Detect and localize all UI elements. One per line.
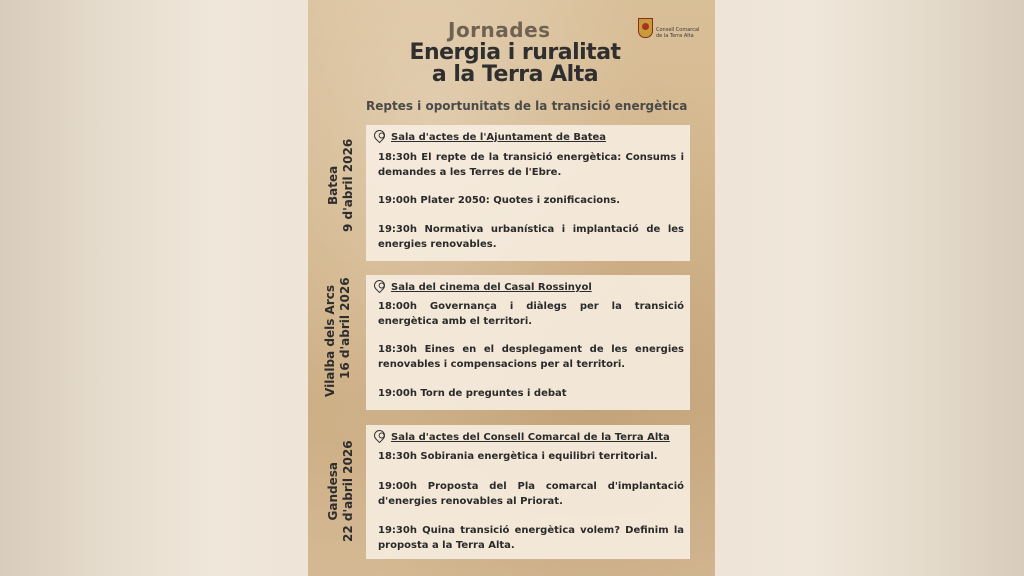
event-poster (308, 0, 715, 576)
agenda-item: 18:30h El repte de la transició energètica: Consums i demandes a les Terres de l'Ebre. (378, 152, 684, 178)
venue-label: Sala del cinema del Casal Rossinyol (391, 282, 592, 293)
session-label-gandesa (326, 440, 356, 542)
session-date: 9 d'abril 2026 (341, 138, 355, 232)
session-place: Vilalba dels Arcs (323, 284, 337, 397)
logo-text-line-2: de la Terra Alta (656, 33, 694, 39)
logo-text (656, 27, 699, 39)
poster-title-line-1: Energia i ruralitat (409, 40, 621, 65)
background-blur-right (715, 0, 1024, 576)
agenda-item: 18:00h Governança i diàlegs per la transició energètica amb el territori. (378, 301, 684, 327)
poster-subtitle: Reptes i oportunitats de la transició energètica (366, 99, 688, 113)
venue-label: Sala d'actes de l'Ajuntament de Batea (391, 132, 607, 143)
location-pin-icon (372, 278, 388, 294)
agenda-item: 19:30h Normativa urbanística i implantació de les energies renovables. (378, 224, 684, 250)
session-card-batea (366, 125, 690, 261)
session-place: Gandesa (326, 461, 340, 521)
poster-kicker: Jornades (448, 18, 551, 42)
venue-gandesa (374, 430, 670, 446)
session-place: Batea (326, 165, 340, 206)
poster-title (390, 42, 640, 86)
location-pin-icon (372, 128, 388, 144)
logo-text-line-1: Consell Comarcal (656, 27, 700, 33)
session-card-vilalba (366, 275, 690, 410)
location-pin-icon (372, 428, 388, 444)
agenda-item: 18:30h Sobirania energètica i equilibri territorial. (378, 451, 658, 462)
session-date: 22 d'abril 2026 (341, 440, 355, 542)
venue-vilalba (374, 280, 592, 296)
poster-title-line-2: a la Terra Alta (431, 62, 599, 87)
agenda-item: 19:00h Plater 2050: Quotes i zonificacions. (378, 195, 621, 206)
agenda-item: 19:30h Quina transició energètica volem? Definim la proposta a la Terra Alta. (378, 525, 684, 551)
venue-label: Sala d'actes del Consell Comarcal de la Terra Alta (391, 432, 670, 443)
session-date: 16 d'abril 2026 (338, 277, 352, 379)
venue-batea (374, 130, 606, 146)
coat-of-arms-icon (638, 18, 653, 38)
session-label-batea (326, 139, 356, 232)
background-blur-left (0, 0, 308, 576)
agenda-item: 19:00h Proposta del Pla comarcal d'implantació d'energies renovables al Priorat. (378, 481, 684, 507)
agenda-item: 19:00h Torn de preguntes i debat (378, 388, 567, 399)
session-label-vilalba (323, 277, 353, 397)
consell-comarcal-logo (638, 18, 708, 46)
agenda-item: 18:30h Eines en el desplegament de les energies renovables i compensacions per al territori. (378, 344, 684, 370)
session-card-gandesa (366, 425, 690, 559)
